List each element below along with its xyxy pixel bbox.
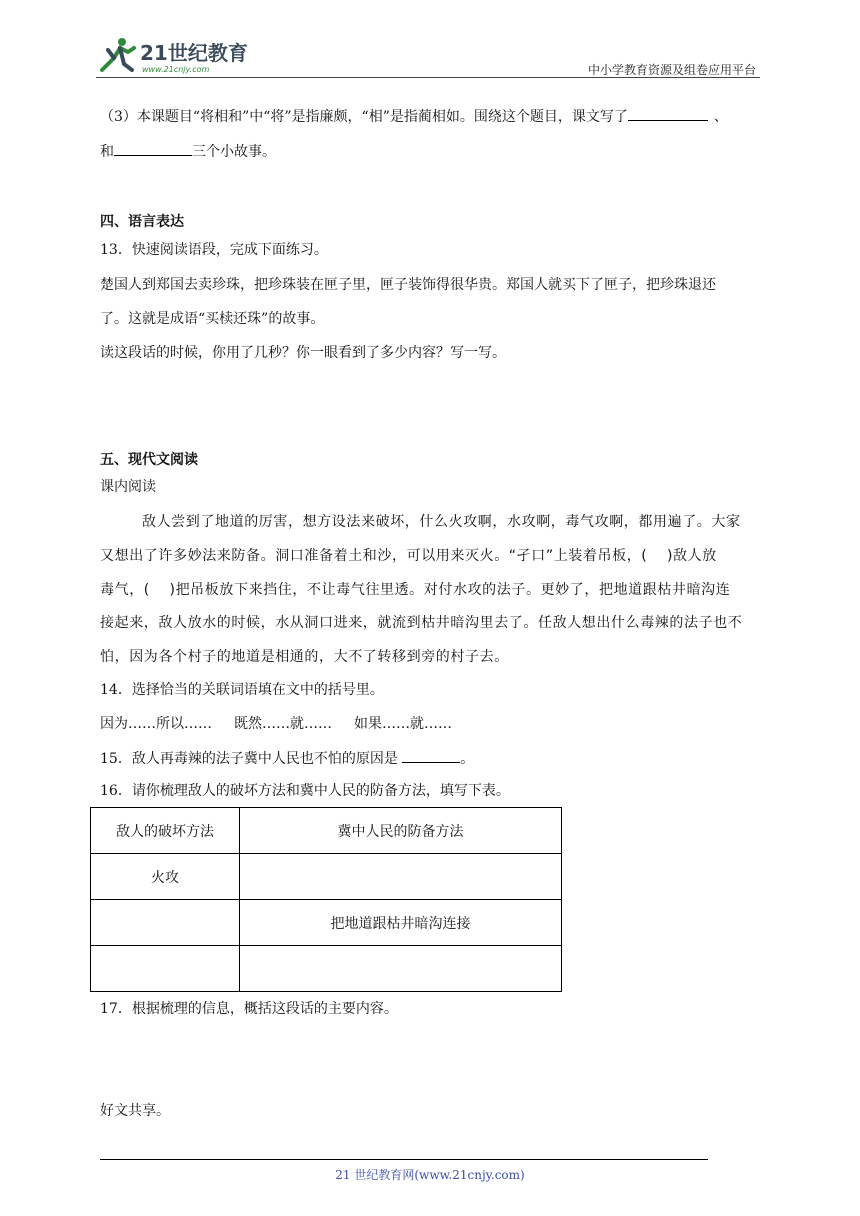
q15-suffix: 。 [460,751,475,767]
runner-icon [102,38,134,70]
methods-table [90,807,562,992]
passage-line-5: 怕，因为各个村子的地道是相通的，大不了转移到旁的村子去。 [100,649,509,665]
q3-suffix: 三个小故事。 [192,144,276,160]
logo-url: www.21cnjy.com [142,65,210,74]
q13-para-line1: 楚国人到郑国去卖珍珠，把珍珠装在匣子里，匣子装饰得很华贵。郑国人就买下了匣子，把珍珠退还 [100,277,716,293]
q13-para-line2: 了。这就是成语“买椟还珠”的故事。 [100,311,325,327]
section5-heading: 五、现代文阅读 [100,452,198,468]
header-platform-text: 中小学教育资源及组卷应用平台 [587,63,756,77]
q13-question: 读这段话的时候，你用了几秒？你一眼看到了多少内容？写一写。 [100,345,506,361]
table-row [91,946,562,992]
passage-line-1: 敌人尝到了地道的厉害，想方设法来破坏，什么火攻啊，水攻啊，毒气攻啊，都用遍了。大家 [142,514,741,530]
q15-line [100,748,474,769]
section4-heading: 四、语言表达 [100,214,184,230]
q14-title: 14．选择恰当的关联词语填在文中的括号里。 [100,682,384,698]
q3-blank-1[interactable] [628,106,708,121]
q14-option-3: 如果……就…… [354,716,452,732]
passage-line-4: 接起来，敌人放水的时候，水从洞口进来，就流到枯井暗沟里去了。任敌人想出什么毒辣的法子也不 [100,615,743,631]
passage-line-3: 毒气，( )把吊板放下来挡住，不让毒气往里透。对付水攻的法子。更妙了，把地道跟枯井暗沟连 [100,582,731,598]
q14-options [100,714,452,734]
q3-line2 [100,141,276,162]
header-divider [96,77,760,78]
share-text: 好文共享。 [100,1103,170,1119]
table-cell-answer[interactable] [91,900,240,946]
q3-line1 [100,106,728,127]
q3-blank-2[interactable] [114,141,192,156]
footer-link[interactable]: 21 世纪教育网(www.21cnjy.com) [335,1168,525,1182]
logo-text: 21世纪教育 [140,41,248,65]
table-header-cell: 敌人的破坏方法 [91,808,240,854]
q13-title: 13．快速阅读语段，完成下面练习。 [100,242,328,258]
table-cell: 火攻 [91,854,240,900]
footer-divider [100,1159,708,1160]
table-cell-answer[interactable] [240,854,562,900]
passage-line-2: 又想出了许多妙法来防备。洞口准备着土和沙，可以用来灭火。“孑口”上装着吊板，( )敌人放 [100,548,717,564]
q3-separator: 、 [713,109,728,125]
table-row [91,854,562,900]
q3-and: 和 [100,144,114,160]
table-cell-answer[interactable] [240,946,562,992]
table-row [91,900,562,946]
table-cell: 把地道跟枯井暗沟连接 [240,900,562,946]
table-cell-answer[interactable] [91,946,240,992]
q3-text: （3）本课题目“将相和”中“将”是指廉颇，“相”是指蔺相如。围绕这个题目，课文写了 [100,109,628,125]
q17-title: 17．根据梳理的信息，概括这段话的主要内容。 [100,1001,398,1017]
table-header-row [91,808,562,854]
site-logo [96,36,256,76]
q15-blank[interactable] [402,748,460,763]
q15-text: 15．敌人再毒辣的法子冀中人民也不怕的原因是 [100,751,403,767]
q16-title: 16．请你梳理敌人的破坏方法和冀中人民的防备方法，填写下表。 [100,783,510,799]
section5-subtitle: 课内阅读 [100,479,156,495]
q14-option-2: 既然……就…… [234,716,332,732]
q14-option-1: 因为……所以…… [100,716,212,732]
table-header-cell: 冀中人民的防备方法 [240,808,562,854]
